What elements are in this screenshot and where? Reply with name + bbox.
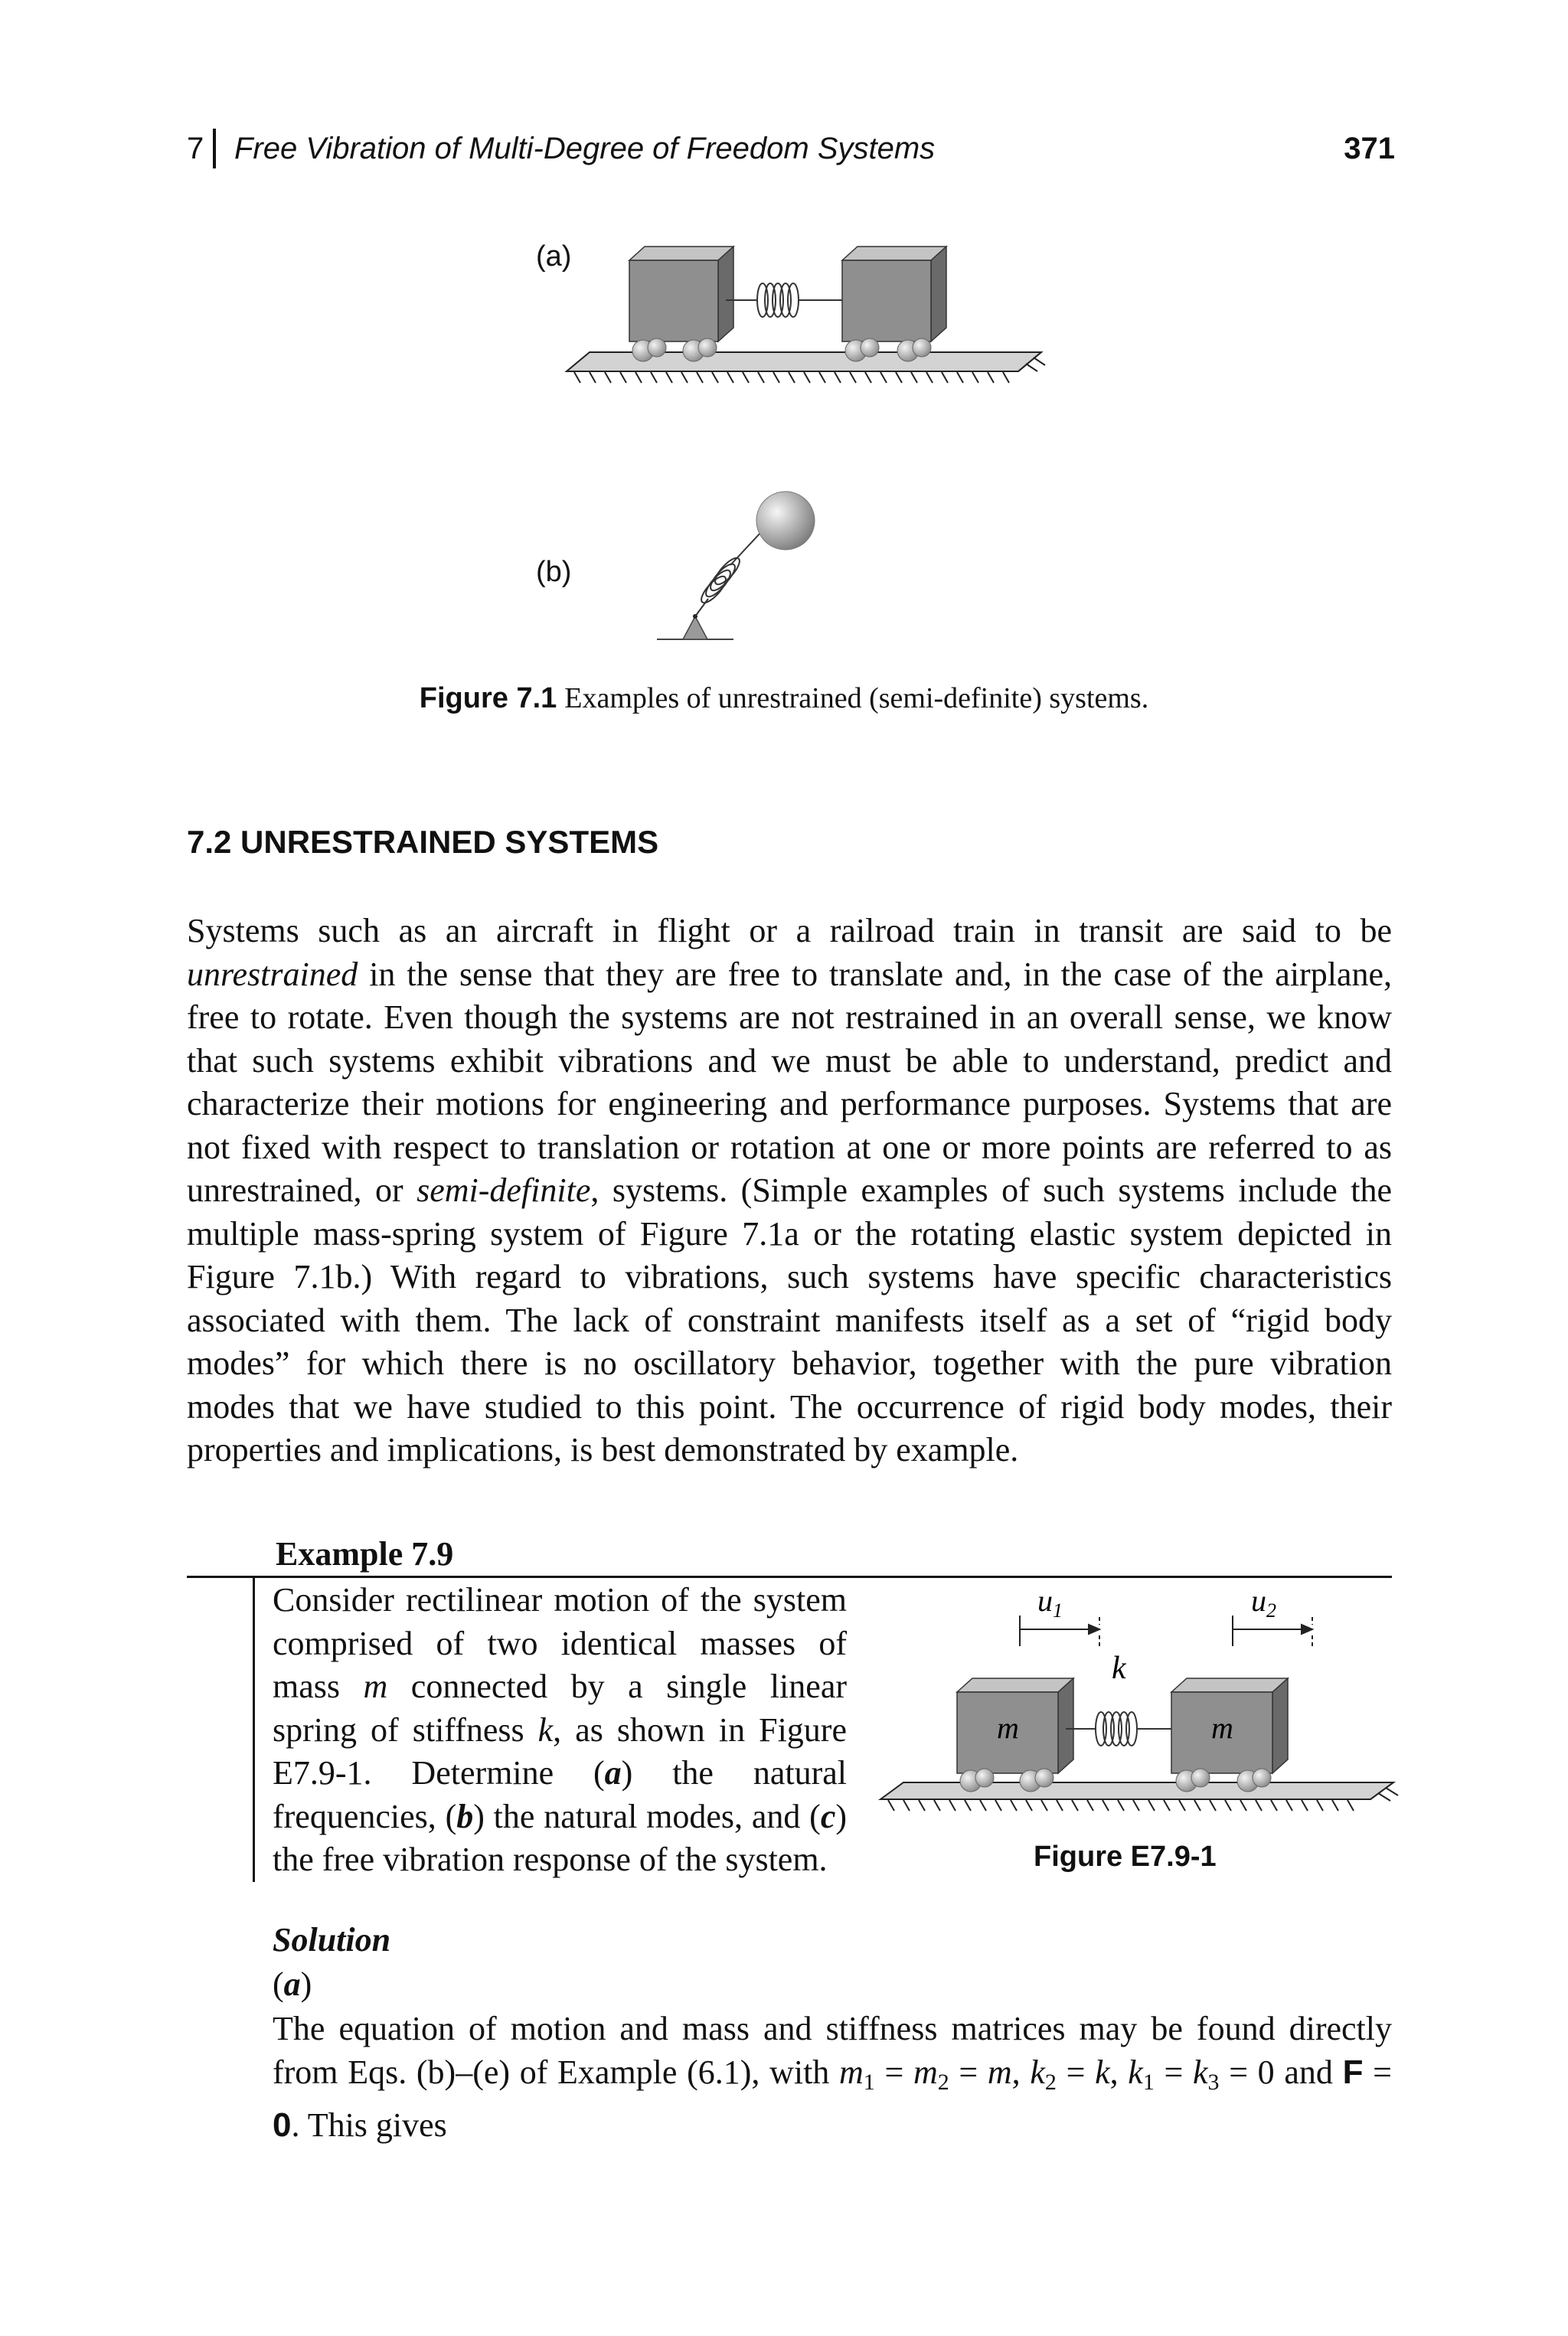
figure-e7-9-1-caption: Figure E7.9-1 (1034, 1841, 1217, 1873)
figure-caption-text: Examples of unrestrained (semi-definite) systems. (564, 682, 1149, 714)
figure-7-1-caption (0, 681, 1568, 715)
equals-zero-and: = 0 and (1219, 2053, 1343, 2091)
emphasis-semi-definite: semi-definite (416, 1171, 591, 1209)
part-b: b (456, 1797, 474, 1835)
solution-text: . This gives (291, 2106, 447, 2144)
equals: = (949, 2053, 988, 2091)
part-a: a (283, 1965, 301, 2003)
body-paragraph (187, 910, 1392, 1472)
part-c: c (820, 1797, 836, 1835)
pivot-triangle (683, 616, 707, 639)
subscript: 2 (937, 2069, 949, 2095)
example-statement (273, 1579, 847, 1882)
figure-label-a: (a) (536, 240, 572, 273)
paragraph-text: in the sense that they are free to translate and, in the case of the airplane, free to rotate. Even though the systems are not restrained in an overall sense, we know that such systems exhibit vibrations and we must be able to understand, predict and characterize their motions for engineering and performance purposes. Systems that are not fixed with respect to translation or rotation at one or more points are referred to as unrestrained, or (187, 955, 1392, 1209)
mass-right (842, 247, 946, 341)
var-k3: k (1192, 2053, 1208, 2091)
example-text: Consider rectilinear motion of the system comprised of two identical masses of mass (273, 1581, 847, 1705)
rotating-ball (756, 492, 815, 550)
equals: = (874, 2053, 913, 2091)
spring (1066, 1712, 1171, 1746)
var-m2: m (913, 2053, 938, 2091)
figure-caption-label: Figure 7.1 (419, 682, 557, 714)
var-m: m (363, 1668, 388, 1705)
page-number: 371 (1344, 132, 1395, 165)
var-m1: m (838, 2053, 864, 2091)
paren: ( (273, 1965, 284, 2003)
var-k1: k (1128, 2053, 1143, 2091)
paragraph-text: , systems. (Simple examples of such systems include the multiple mass-spring system of Figure 7.1a or the rotating elastic system depicted in Figure 7.1b.) With regard to vibrations, such systems have specific characteristics associated with them. The lack of constraint manifests itself as a set of “rigid body modes” for which there is no oscillatory behavior, together with the pure vibration modes that we have studied to this point. The occurrence of rigid body modes, their properties and implications, is best demonstrated by example. (187, 1171, 1392, 1469)
var-k: k (537, 1710, 554, 1749)
comma: , (1011, 2053, 1031, 2091)
example-text: ) the natural modes, and ( (473, 1797, 821, 1835)
u1-label: $u_1$ (1037, 1585, 1063, 1622)
chapter-number: 7 (187, 132, 204, 165)
paren: ) (300, 1965, 312, 2003)
vector-zero: 0 (273, 2106, 292, 2144)
example-text: ) the free vibration response of the system. (273, 1797, 848, 1878)
k-label: k (1112, 1651, 1126, 1686)
equals: = (1363, 2053, 1392, 2091)
section-heading: 7.2 UNRESTRAINED SYSTEMS (187, 824, 659, 860)
emphasis-unrestrained: unrestrained (187, 955, 358, 993)
figure-7-1a-diagram (536, 230, 1072, 406)
example-side-bar (253, 1577, 255, 1882)
equals: = (1056, 2053, 1096, 2091)
var-k: k (1095, 2053, 1110, 2091)
figure-e7-9-1-diagram (873, 1585, 1401, 1838)
paragraph-text: Systems such as an aircraft in flight or a railroad train in transit are said to be (187, 912, 1392, 949)
spring (726, 283, 842, 317)
comma: , (1109, 2053, 1129, 2091)
mass-right-label: m (1211, 1710, 1233, 1745)
header-divider (213, 129, 216, 168)
example-title: Example 7.9 (276, 1535, 454, 1573)
chapter-title: Free Vibration of Multi-Degree of Freedom Systems (234, 132, 936, 165)
subscript: 3 (1207, 2069, 1220, 2095)
subscript: 1 (1142, 2069, 1155, 2095)
u2-label: $u_2$ (1251, 1585, 1276, 1622)
equals: = (1154, 2053, 1193, 2091)
subscript: 2 (1044, 2069, 1057, 2095)
solution-label: Solution (273, 1921, 391, 1959)
part-a: a (604, 1754, 622, 1792)
mass-left-label: m (997, 1710, 1019, 1745)
var-m: m (987, 2053, 1012, 2091)
var-k2: k (1030, 2053, 1045, 2091)
example-rule (187, 1576, 1392, 1578)
example-text: , as shown in Figure E7.9-1. Determine ( (273, 1710, 847, 1792)
solution-paragraph (273, 2008, 1392, 2148)
example-text: ) the natural frequencies, ( (273, 1754, 847, 1835)
vector-F: F (1342, 2053, 1364, 2091)
subscript: 1 (863, 2069, 875, 2095)
mass-left (629, 247, 733, 341)
ground-slab (880, 1782, 1393, 1799)
figure-label-b: (b) (536, 556, 572, 588)
solution-part-a (273, 1965, 312, 2004)
example-text: connected by a single linear spring of stiffness (273, 1668, 847, 1749)
solution-text: The equation of motion and mass and stiffness matrices may be found directly from Eqs. (b)–(e) of Example (6.1), with (273, 2010, 1392, 2091)
figure-7-1b-diagram (643, 482, 835, 651)
